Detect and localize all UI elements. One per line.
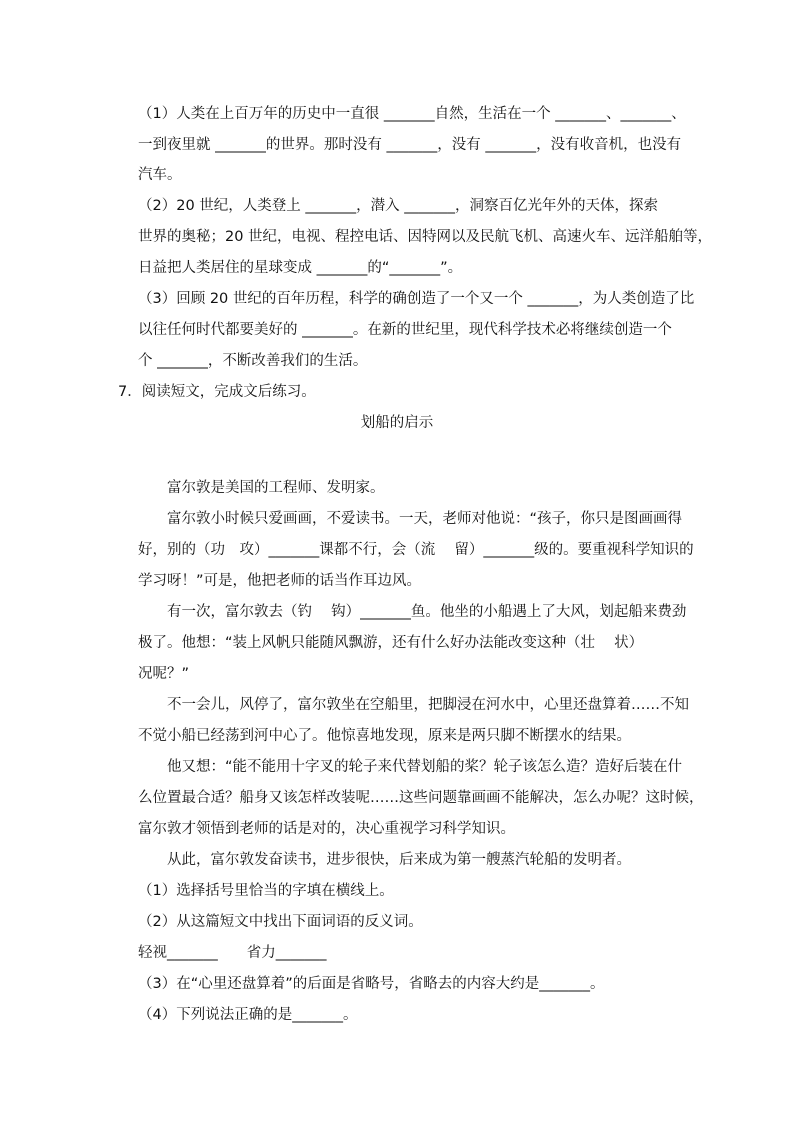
sub-question-2: （2）从这篇短文中找出下面词语的反义词。: [138, 914, 423, 930]
q6-3-line3: 个 _______，不断改善我们的生活。: [138, 353, 368, 369]
antonym-blanks: 轻视_______ 省力_______: [138, 945, 327, 961]
q6-3-line1: （3）回顾 20 世纪的百年历程，科学的确创造了一个又一个 _______，为人类创造了比: [138, 291, 695, 307]
passage-p4-line2: 不觉小船已经荡到河中心了。他惊喜地发现，原来是两只脚不断摆水的结果。: [138, 728, 631, 744]
passage-p2-line1: 富尔敦小时候只爱画画，不爱读书。一天，老师对他说：“孩子，你只是图画画得: [167, 511, 683, 527]
q7-intro: 7．阅读短文，完成文后练习。: [118, 384, 316, 400]
q6-3-line2: 以往任何时代都要美好的 _______。在新的世纪里，现代科学技术必将继续创造一个: [138, 322, 672, 338]
q6-2-line3: 日益把人类居住的星球变成 _______的“_______”。: [138, 260, 463, 276]
q6-1-line3: 汽车。: [138, 167, 182, 183]
passage-p5-line3: 富尔敦才领悟到老师的话是对的，决心重视学习科学知识。: [138, 821, 515, 837]
passage-p2-line2: 好，别的（功 攻）_______课都不行，会（流 留）_______级的。要重视科学知识的: [138, 542, 694, 558]
passage-p5-line1: 他又想：“能不能用十字叉的轮子来代替划船的桨？轮子该怎么造？造好后装在什: [167, 759, 683, 775]
passage-p3-line1: 有一次，富尔敦去（钓 钩）_______鱼。他坐的小船遇上了大风，划起船来费劲: [167, 604, 687, 620]
q6-1-line2: 一到夜里就 _______的世界。那时没有 _______，没有 _______，没有收音机，也没有: [138, 137, 682, 153]
sub-question-1: （1）选择括号里恰当的字填在横线上。: [138, 883, 394, 899]
q6-1-line1: （1）人类在上百万年的历史中一直很 _______自然，生活在一个 _______、_______、: [138, 106, 686, 122]
sub-question-4: （4）下列说法正确的是_______。: [138, 1007, 358, 1023]
passage-title: 划船的启示: [360, 415, 434, 431]
passage-p6: 从此，富尔敦发奋读书，进步很快，后来成为第一艘蒸汽轮船的发明者。: [167, 852, 631, 868]
q6-2-line1: （2）20 世纪，人类登上 _______，潜入 _______，洞察百亿光年外的天体，探索: [138, 198, 659, 214]
passage-p3-line2: 极了。他想：“装上风帆只能随风飘游，还有什么好办法能改变这种（壮 状）: [138, 635, 644, 651]
passage-p1: 富尔敦是美国的工程师、发明家。: [167, 480, 385, 496]
passage-p2-line3: 学习呀！”可是，他把老师的话当作耳边风。: [138, 573, 422, 589]
passage-p3-line3: 况呢？”: [138, 666, 190, 682]
passage-p4-line1: 不一会儿，风停了，富尔敦坐在空船里，把脚浸在河水中，心里还盘算着……不知: [167, 697, 689, 713]
sub-question-3: （3）在“心里还盘算着”的后面是省略号，省略去的内容大约是_______。: [138, 976, 605, 992]
q6-2-line2: 世界的奥秘；20 世纪，电视、程控电话、因特网以及民航飞机、高速火车、远洋船舶等，: [138, 229, 713, 245]
passage-p5-line2: 么位置最合适？船身又该怎样改装呢……这些问题靠画画不能解决，怎么办呢？这时候，: [138, 790, 704, 806]
